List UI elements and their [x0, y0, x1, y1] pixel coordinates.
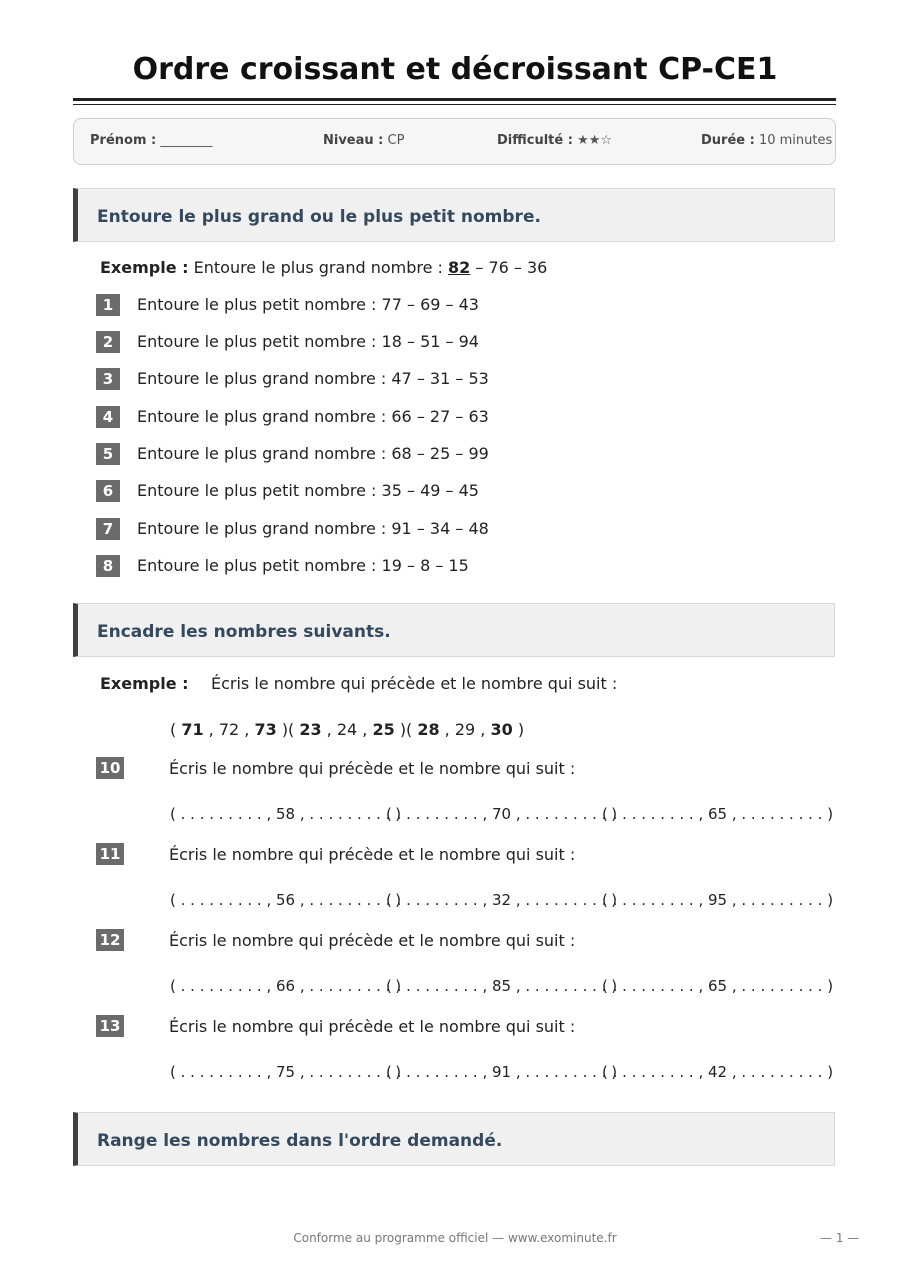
example-after: 25	[372, 720, 395, 739]
answer-blank[interactable]: ( . . . . . . . . . , 66 , . . . . . . . . . )	[170, 977, 402, 995]
section1-example	[100, 258, 547, 277]
title-rule	[73, 98, 836, 101]
example-rest: – 76 – 36	[475, 258, 548, 277]
page-footer: Conforme au programme officiel — www.exominute.fr	[293, 1231, 617, 1245]
question-number-badge: 8	[96, 555, 120, 577]
niveau-info	[323, 133, 404, 148]
question-number-badge: 5	[96, 443, 120, 465]
answer-blank[interactable]: ( . . . . . . . . . , 85 , . . . . . . . . . )	[386, 977, 618, 995]
question-text: Entoure le plus grand nombre : 68 – 25 – 99	[137, 444, 489, 463]
question-text: Entoure le plus grand nombre : 91 – 34 – 48	[137, 519, 489, 538]
question-text: Entoure le plus petit nombre : 18 – 51 – 94	[137, 332, 479, 351]
example-before: 71	[181, 720, 204, 739]
page-title: Ordre croissant et décroissant CP-CE1	[132, 52, 778, 87]
section3-header	[73, 1112, 835, 1166]
answer-blank[interactable]: ( . . . . . . . . . , 65 , . . . . . . . . . )	[602, 805, 834, 823]
question-text: Écris le nombre qui précède et le nombre qui suit :	[169, 1017, 576, 1036]
answer-blank[interactable]: ( . . . . . . . . . , 32 , . . . . . . . . . )	[386, 891, 618, 909]
question-number-badge: 7	[96, 518, 120, 540]
duree-value: 10 minutes	[758, 133, 833, 148]
question-number-badge: 1	[96, 294, 120, 316]
prenom-field[interactable]	[90, 133, 212, 148]
section2-example-label	[100, 674, 189, 693]
answer-blank[interactable]: ( . . . . . . . . . , 75 , . . . . . . . . . )	[170, 1063, 402, 1081]
title-rule-thin	[73, 104, 836, 105]
page-number: — 1 —	[820, 1231, 860, 1245]
answer-blank[interactable]: ( . . . . . . . . . , 42 , . . . . . . . . . )	[602, 1063, 834, 1081]
question-text: Entoure le plus petit nombre : 35 – 49 – 45	[137, 481, 479, 500]
example-mid: 72	[218, 720, 240, 739]
question-text: Entoure le plus grand nombre : 47 – 31 – 53	[137, 369, 489, 388]
difficulte-info	[497, 133, 612, 148]
answer-blank[interactable]: ( . . . . . . . . . , 91 , . . . . . . . . . )	[386, 1063, 618, 1081]
student-info-box	[73, 118, 836, 165]
question-text: Écris le nombre qui précède et le nombre qui suit :	[169, 759, 576, 778]
example-after: 30	[490, 720, 513, 739]
question-text: Écris le nombre qui précède et le nombre qui suit :	[169, 845, 576, 864]
example-mid: 24	[336, 720, 358, 739]
question-text: Entoure le plus petit nombre : 19 – 8 – 15	[137, 556, 469, 575]
answer-blank[interactable]: ( . . . . . . . . . , 65 , . . . . . . . . . )	[602, 977, 834, 995]
section3-title: Range les nombres dans l'ordre demandé.	[97, 1131, 503, 1151]
prenom-value: ________	[160, 133, 213, 148]
section1-header	[73, 188, 835, 242]
section1-title: Entoure le plus grand ou le plus petit nombre.	[97, 207, 541, 227]
question-text: Entoure le plus petit nombre : 77 – 69 – 43	[137, 295, 479, 314]
answer-blank[interactable]: ( . . . . . . . . . , 95 , . . . . . . . . . )	[602, 891, 834, 909]
example-mid: 29	[454, 720, 476, 739]
example-triple: ( 28 , 29 , 30 )	[406, 720, 525, 739]
question-number-badge: 2	[96, 331, 120, 353]
section2-header	[73, 603, 835, 657]
example-triple: ( 23 , 24 , 25 )	[288, 720, 407, 739]
example-label: Exemple :	[100, 674, 189, 693]
prenom-label: Prénom :	[90, 133, 157, 148]
question-number-badge: 13	[96, 1015, 124, 1037]
duree-info	[701, 133, 832, 148]
example-after: 73	[254, 720, 277, 739]
difficulte-label: Difficulté :	[497, 133, 573, 148]
example-before: 23	[299, 720, 322, 739]
niveau-value: CP	[387, 133, 405, 148]
question-number-badge: 4	[96, 406, 120, 428]
question-number-badge: 11	[96, 843, 124, 865]
answer-blank[interactable]: ( . . . . . . . . . , 70 , . . . . . . . . . )	[386, 805, 618, 823]
question-number-badge: 12	[96, 929, 124, 951]
answer-blank[interactable]: ( . . . . . . . . . , 58 , . . . . . . . . . )	[170, 805, 402, 823]
question-number-badge: 6	[96, 480, 120, 502]
question-number-badge: 10	[96, 757, 124, 779]
answer-blank[interactable]: ( . . . . . . . . . , 56 , . . . . . . . . . )	[170, 891, 402, 909]
example-label: Exemple :	[100, 258, 189, 277]
difficulte-stars: ★★☆	[577, 133, 613, 148]
example-text: Entoure le plus grand nombre :	[193, 258, 443, 277]
question-number-badge: 3	[96, 368, 120, 390]
question-text: Écris le nombre qui précède et le nombre qui suit :	[169, 931, 576, 950]
example-answer: 82	[448, 258, 471, 277]
question-text: Entoure le plus grand nombre : 66 – 27 – 63	[137, 407, 489, 426]
example-before: 28	[417, 720, 440, 739]
section2-example-instruction: Écris le nombre qui précède et le nombre qui suit :	[211, 674, 618, 693]
example-triple: ( 71 , 72 , 73 )	[170, 720, 289, 739]
section2-title: Encadre les nombres suivants.	[97, 622, 391, 642]
niveau-label: Niveau :	[323, 133, 384, 148]
duree-label: Durée :	[701, 133, 755, 148]
